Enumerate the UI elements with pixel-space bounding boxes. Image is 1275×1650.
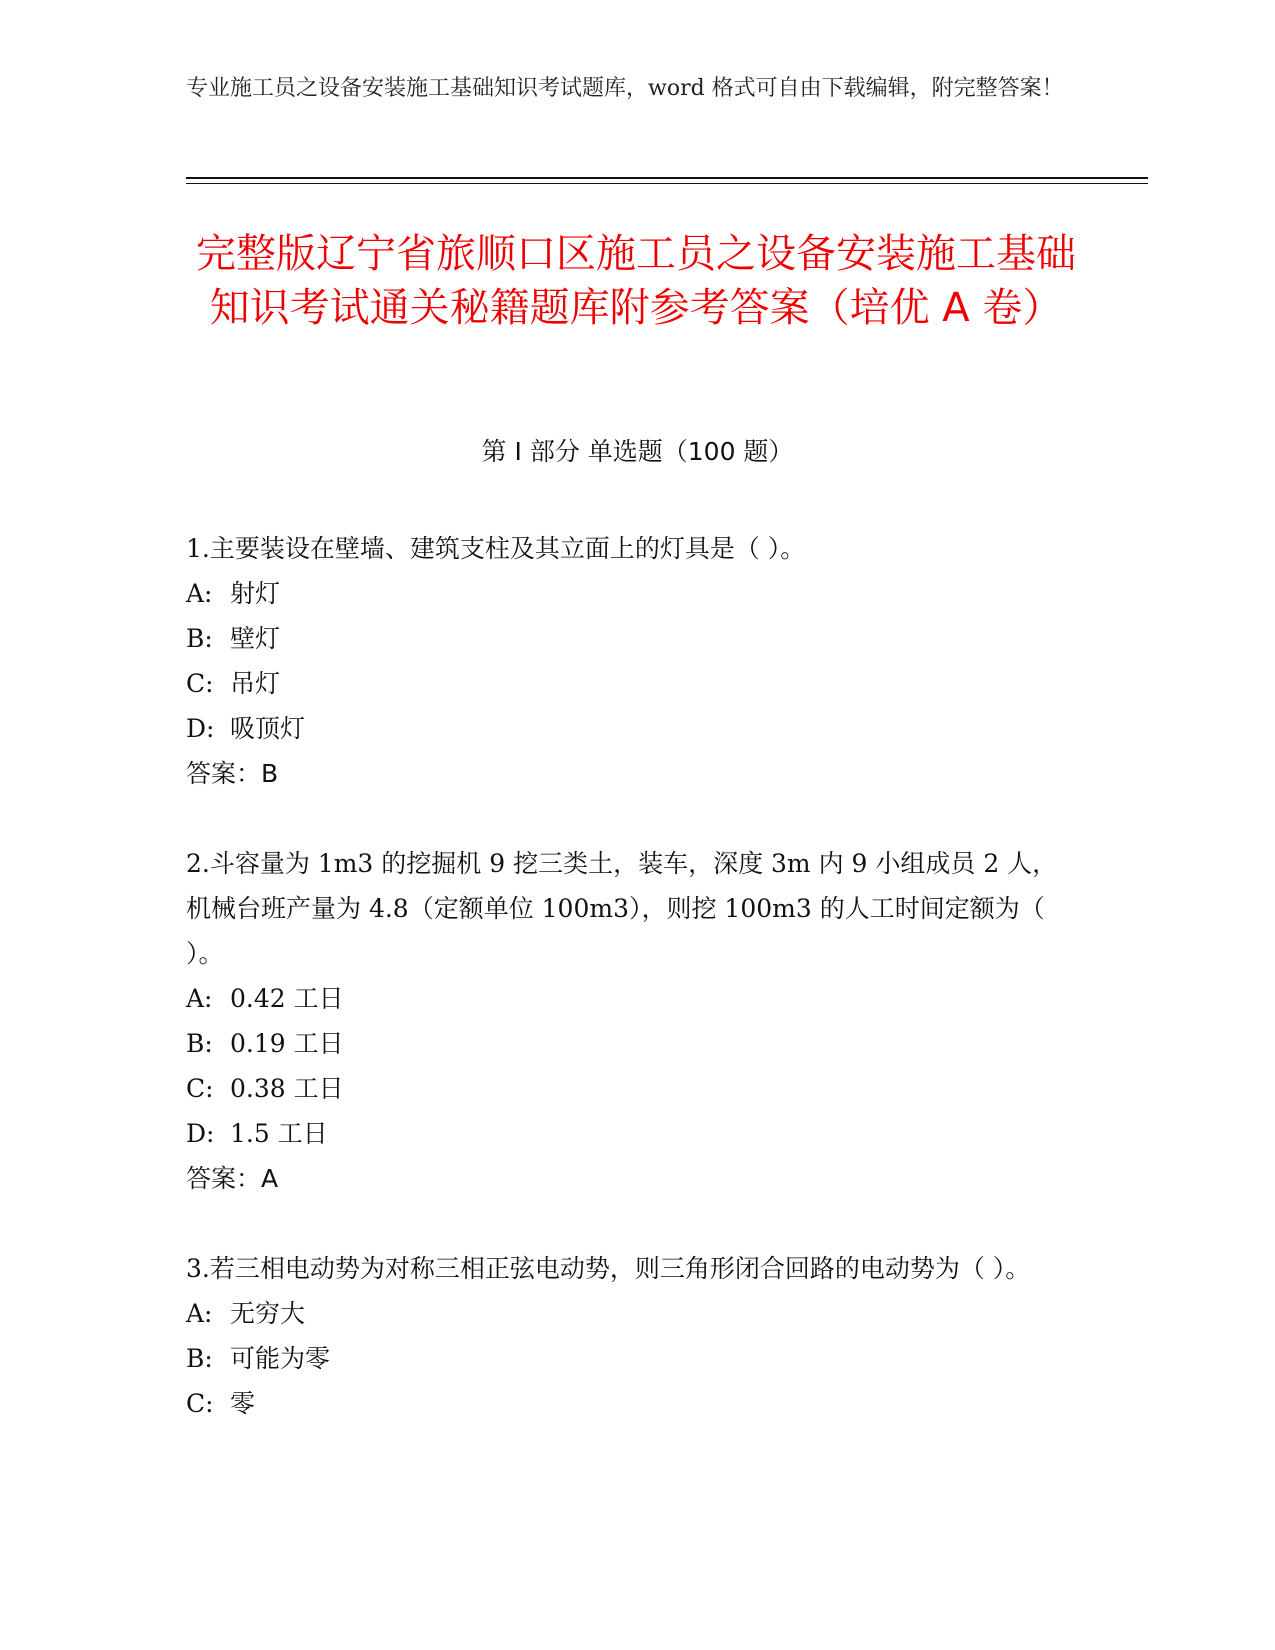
question-stem: 3.若三相电动势为对称三相正弦电动势，则三角形闭合回路的电动势为（ ）。 xyxy=(186,1254,1031,1283)
option-text: 可能为零 xyxy=(230,1344,331,1373)
option-text: 吊灯 xyxy=(230,669,281,698)
option-text: 无穷大 xyxy=(230,1299,306,1328)
option-text: 吸顶灯 xyxy=(230,714,306,743)
header-note: 专业施工员之设备安装施工基础知识考试题库，word 格式可自由下载编辑，附完整答案！ xyxy=(186,76,1064,101)
option-letter: D: xyxy=(186,714,215,743)
option-a xyxy=(186,571,1066,616)
option-text: 0.38 工日 xyxy=(230,1074,344,1103)
option-letter: C: xyxy=(186,1074,214,1103)
answer-line: 答案：B xyxy=(186,759,279,788)
option-d xyxy=(186,1111,1066,1156)
question-stem: 1.主要装设在壁墙、建筑支柱及其立面上的灯具是（ ）。 xyxy=(186,534,806,563)
header-rule-thick xyxy=(186,177,1148,179)
header-rule-thin xyxy=(186,183,1148,184)
question-list xyxy=(186,526,1066,1471)
answer-line: 答案：A xyxy=(186,1164,279,1193)
option-text: 1.5 工日 xyxy=(230,1119,328,1148)
option-b xyxy=(186,616,1066,661)
option-b xyxy=(186,1021,1066,1066)
option-a xyxy=(186,976,1066,1021)
option-c xyxy=(186,1066,1066,1111)
question-3 xyxy=(186,1246,1066,1426)
question-2 xyxy=(186,841,1066,1201)
question-1 xyxy=(186,526,1066,796)
question-stem: 2.斗容量为 1m3 的挖掘机 9 挖三类土，装车，深度 3m 内 9 小组成员 2 人，机械台班产量为 4.8（定额单位 100m3），则挖 100m3 的人工时间定额为（ ）。 xyxy=(186,849,1058,968)
option-text: 壁灯 xyxy=(230,624,281,653)
option-letter: A: xyxy=(186,984,213,1013)
option-letter: A: xyxy=(186,579,213,608)
option-b xyxy=(186,1336,1066,1381)
option-letter: D: xyxy=(186,1119,215,1148)
option-a xyxy=(186,1291,1066,1336)
option-c xyxy=(186,1381,1066,1426)
option-letter: A: xyxy=(186,1299,213,1328)
option-letter: B: xyxy=(186,624,213,653)
option-text: 零 xyxy=(230,1389,256,1418)
option-text: 0.19 工日 xyxy=(230,1029,344,1058)
option-d xyxy=(186,706,1066,751)
option-letter: C: xyxy=(186,669,214,698)
option-letter: C: xyxy=(186,1389,214,1418)
option-c xyxy=(186,661,1066,706)
option-letter: B: xyxy=(186,1029,213,1058)
section-title: 第 I 部分 单选题（100 题） xyxy=(481,437,794,466)
option-text: 射灯 xyxy=(230,579,281,608)
option-text: 0.42 工日 xyxy=(230,984,344,1013)
document-title: 完整版辽宁省旅顺口区施工员之设备安装施工基础知识考试通关秘籍题库附参考答案（培优 A 卷） xyxy=(196,231,1076,331)
option-letter: B: xyxy=(186,1344,213,1373)
